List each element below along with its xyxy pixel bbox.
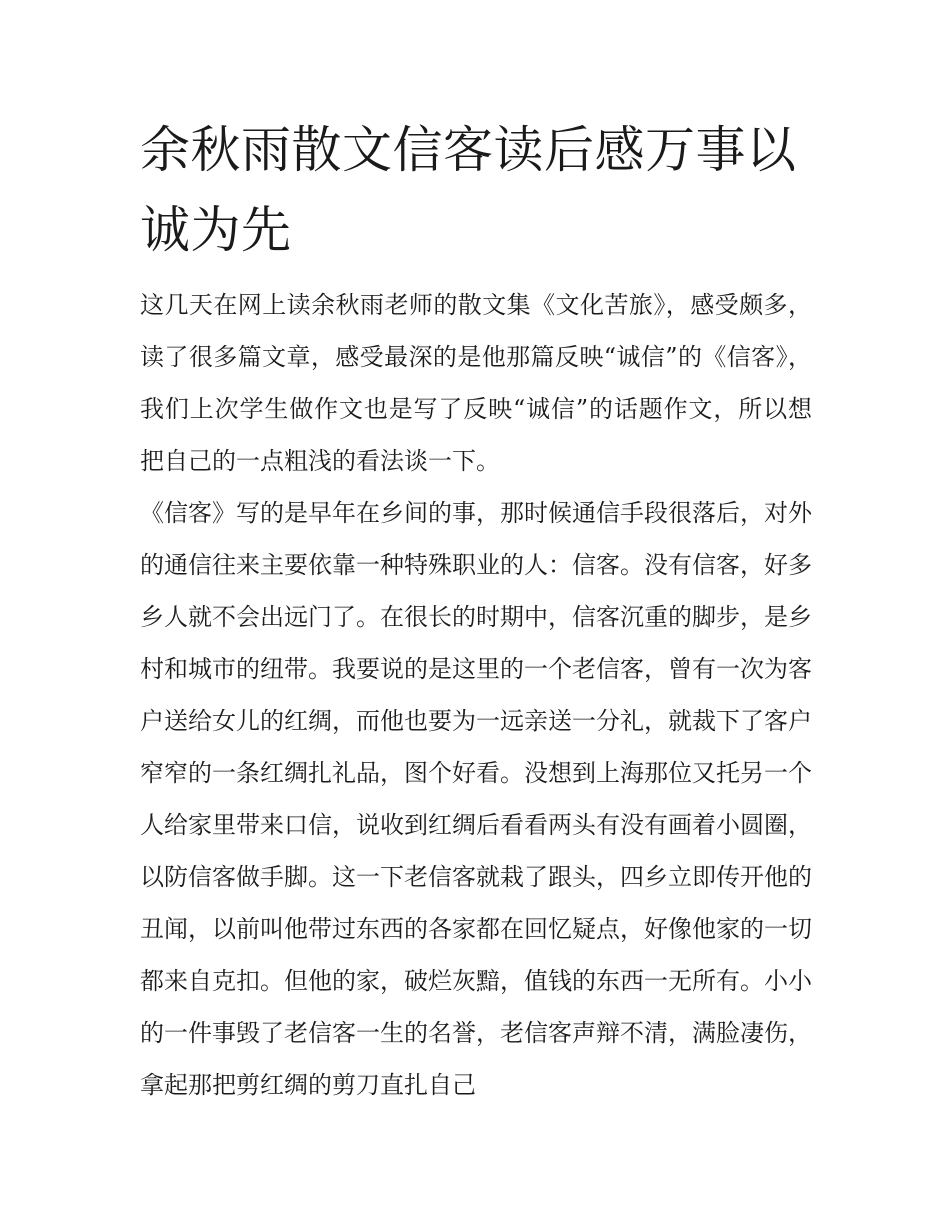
document-body: [140, 279, 812, 1111]
paragraph-intro: 这几天在网上读余秋雨老师的散文集《文化苦旅》，感受颇多，读了很多篇文章，感受最深的是他那篇反映“诚信”的《信客》，我们上次学生做作文也是写了反映“诚信”的话题作文，所以想把自己的一点粗浅的看法谈一下。: [140, 291, 812, 475]
document-title: 余秋雨散文信客读后感万事以诚为先: [140, 121, 797, 259]
paragraph-story: 《信客》写的是早年在乡间的事，那时候通信手段很落后，对外的通信往来主要依靠一种特殊职业的人：信客。没有信客，好多乡人就不会出远门了。在很长的时期中，信客沉重的脚步，是乡村和城市的纽带。我要说的是这里的一个老信客，曾有一次为客户送给女儿的红绸，而他也要为一远亲送一分礼，就裁下了客户窄窄的一条红绸扎礼品，图个好看。没想到上海那位又托另一个人给家里带来口信，说收到红绸后看看两头有没有画着小圆圈，以防信客做手脚。这一下老信客就栽了跟头，四乡立即传开他的丑闻，以前叫他带过东西的各家都在回忆疑点，好像他家的一切都来自克扣。但他的家，破烂灰黯，值钱的东西一无所有。小小的一件事毁了老信客一生的名誉，老信客声辩不清，满脸凄伤，拿起那把剪红绸的剪刀直扎自己: [140, 499, 812, 1099]
